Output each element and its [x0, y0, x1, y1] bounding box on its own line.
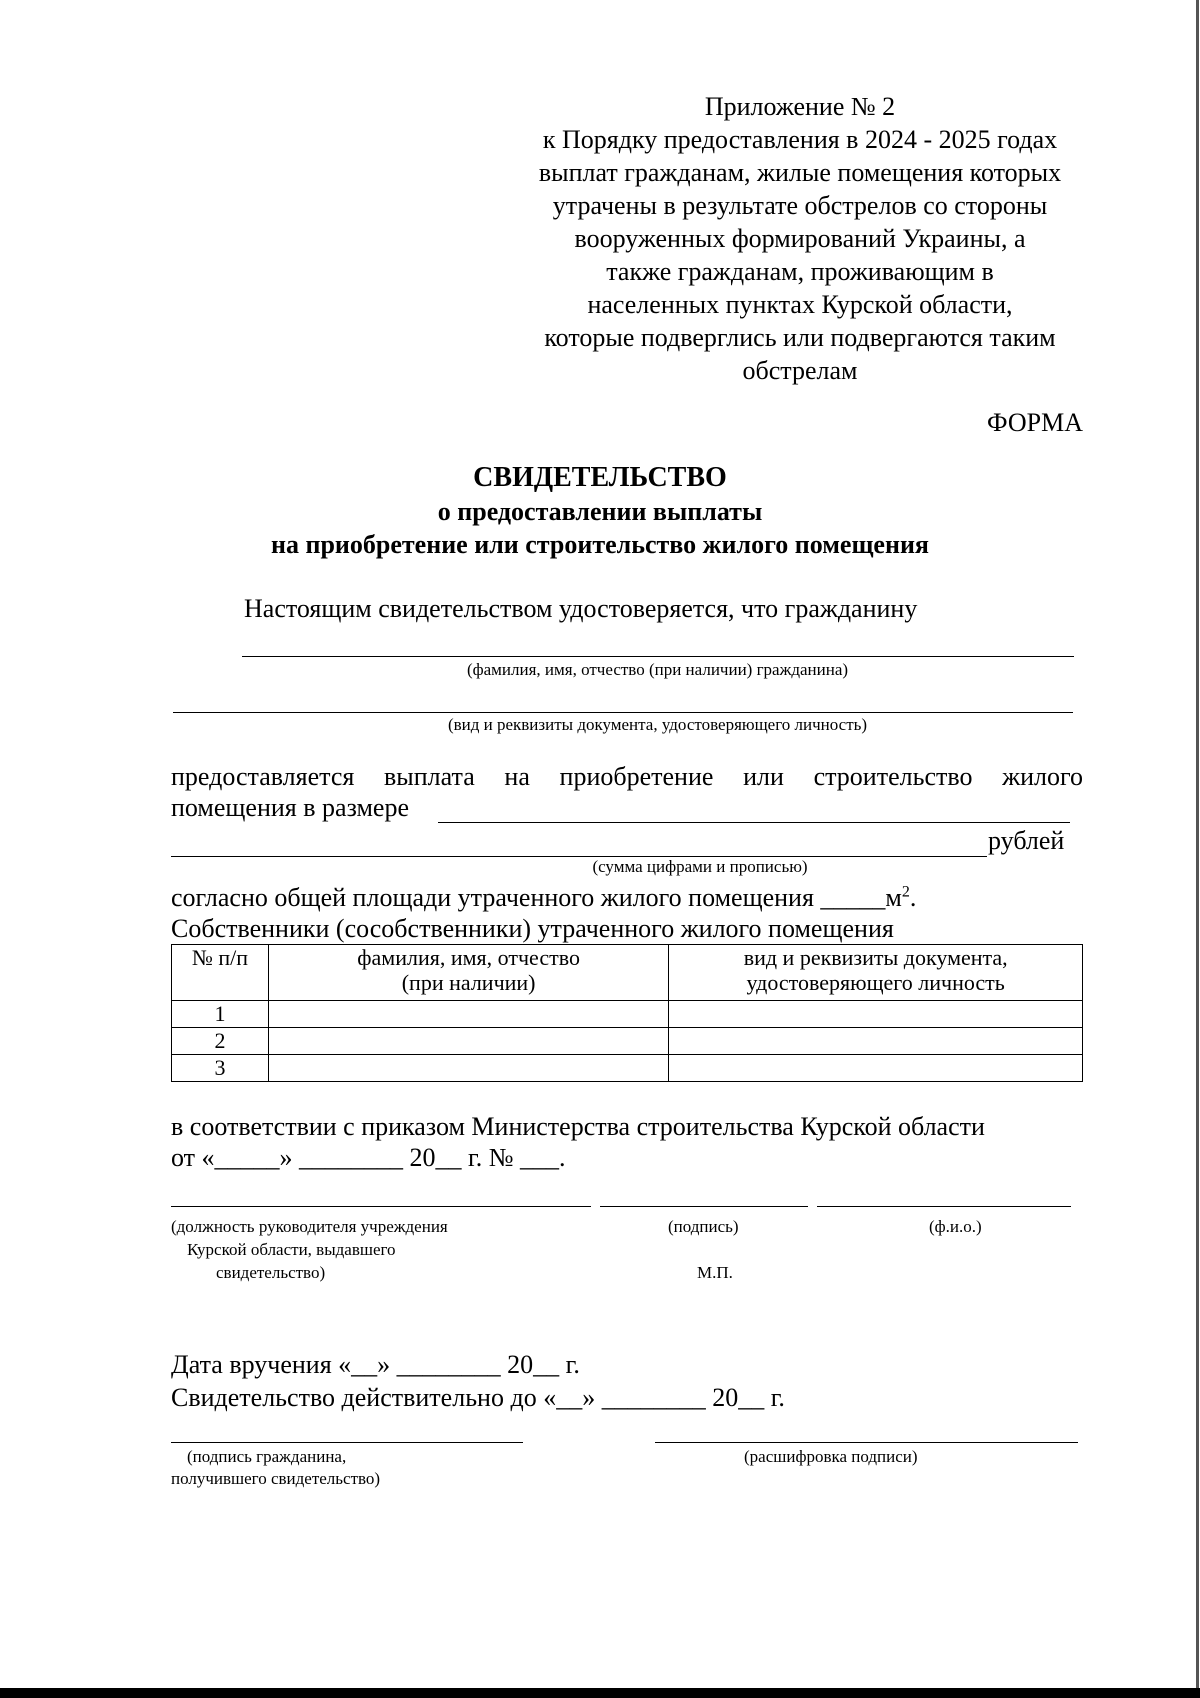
owners-heading: Собственники (сособственники) утраченного жилого помещения — [171, 914, 894, 943]
amount-field-line — [438, 822, 1070, 823]
owners-table — [171, 944, 1083, 1082]
fio-cell[interactable] — [268, 1001, 669, 1028]
header-fio-label: (при наличии) — [401, 970, 536, 995]
valid-until-date: Свидетельство действительно до «__» ________ 20__ г. — [171, 1383, 785, 1412]
document-cell[interactable] — [669, 1001, 1083, 1028]
document-subtitle: на приобретение или строительство жилого помещения — [271, 530, 929, 559]
appendix-line: выплат гражданам, жилые помещения которых — [538, 158, 1062, 187]
appendix-line: Приложение № 2 — [704, 92, 896, 121]
signature-caption: (подпись) — [668, 1217, 739, 1236]
citizen-signature-line — [171, 1442, 523, 1443]
header-document — [669, 945, 1083, 1001]
citizen-signature-caption: получившего свидетельство) — [171, 1469, 381, 1488]
table-header-row — [172, 945, 1083, 1001]
signature-line — [600, 1206, 808, 1207]
fio-field-line — [242, 656, 1074, 657]
document-title: СВИДЕТЕЛЬСТВО — [473, 462, 727, 493]
signature-decode-caption: (расшифровка подписи) — [744, 1447, 918, 1466]
fio-cell[interactable] — [268, 1028, 669, 1055]
scan-right-border — [1196, 0, 1199, 1698]
header-number — [172, 945, 269, 1001]
header-fio-label: фамилия, имя, отчество — [357, 945, 580, 970]
fio-caption: (фамилия, имя, отчество (при наличии) гражданина) — [466, 660, 849, 679]
position-caption: свидетельство) — [216, 1263, 326, 1282]
area-row — [171, 883, 916, 913]
position-line — [171, 1206, 591, 1207]
row-number: 3 — [172, 1055, 269, 1082]
area-dot: . — [909, 883, 917, 912]
area-blank: _____ — [820, 883, 886, 912]
appendix-line: утрачены в результате обстрелов со стороны — [552, 191, 1048, 220]
table-row — [172, 1028, 1083, 1055]
delivery-date: Дата вручения «__» ________ 20__ г. — [171, 1350, 580, 1379]
form-label: ФОРМА — [987, 408, 1083, 437]
position-caption: (должность руководителя учреждения — [171, 1217, 448, 1236]
document-field-line — [173, 712, 1073, 713]
document-subtitle: о предоставлении выплаты — [437, 497, 763, 526]
document-cell[interactable] — [669, 1055, 1083, 1082]
area-text: согласно общей площади утраченного жилого помещения — [171, 883, 814, 912]
stamp-label: М.П. — [697, 1263, 733, 1282]
header-number-label: № п/п — [191, 945, 249, 970]
row-number: 1 — [172, 1001, 269, 1028]
payment-text: помещения в размере — [171, 793, 410, 822]
document-cell[interactable] — [669, 1028, 1083, 1055]
signature-decode-line — [655, 1442, 1078, 1443]
appendix-header — [500, 90, 1100, 387]
appendix-line: вооруженных формирований Украины, а — [574, 224, 1026, 253]
appendix-line: населенных пунктах Курской области, — [587, 290, 1013, 319]
appendix-line: также гражданам, проживающим в — [606, 257, 994, 286]
table-row — [172, 1055, 1083, 1082]
appendix-line: обстрелам — [742, 356, 858, 385]
order-text: в соответствии с приказом Министерства строительства Курской области — [171, 1112, 985, 1141]
header-document-label: удостоверяющего личность — [746, 970, 1005, 995]
header-document-label: вид и реквизиты документа, — [743, 945, 1008, 970]
fio-cell[interactable] — [268, 1055, 669, 1082]
area-unit-sup: 2 — [901, 883, 910, 901]
document-caption: (вид и реквизиты документа, удостоверяющего личность) — [447, 715, 868, 734]
sum-caption: (сумма цифрами и прописью) — [592, 857, 808, 876]
currency-label: рублей — [988, 826, 1065, 855]
appendix-line: к Порядку предоставления в 2024 - 2025 годах — [542, 125, 1058, 154]
appendix-line: которые подверглись или подвергаются таким — [544, 323, 1056, 352]
citizen-signature-caption: (подпись гражданина, — [187, 1447, 347, 1466]
scan-bottom-border — [0, 1688, 1200, 1698]
header-fio — [268, 945, 669, 1001]
area-unit: м — [885, 883, 902, 912]
table-row — [172, 1001, 1083, 1028]
intro-text: Настоящим свидетельством удостоверяется, что гражданину — [244, 594, 918, 623]
order-details: от «_____» ________ 20__ г. № ___. — [171, 1143, 566, 1172]
position-caption: Курской области, выдавшего — [187, 1240, 396, 1259]
row-number: 2 — [172, 1028, 269, 1055]
fio-line — [817, 1206, 1071, 1207]
fio-caption-signer: (ф.и.о.) — [929, 1217, 982, 1236]
payment-text: предоставляется выплата на приобретение или строительство жилого — [171, 762, 1083, 791]
